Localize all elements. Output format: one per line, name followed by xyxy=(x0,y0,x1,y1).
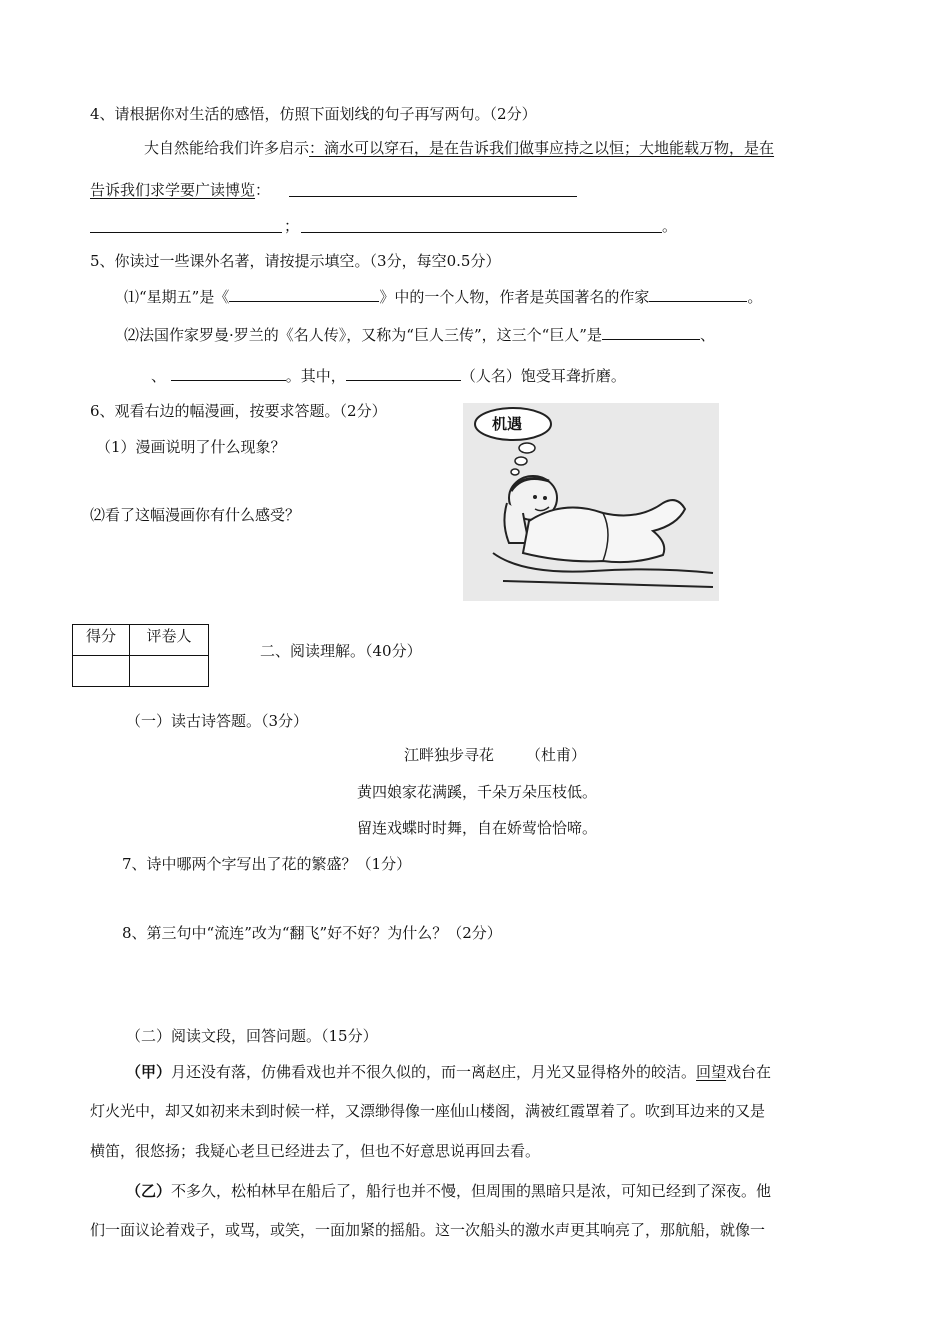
q4-colon: ： xyxy=(309,139,325,157)
q4-underlined-sentence-2: 告诉我们求学要广读博览 xyxy=(90,181,256,199)
q5-item2-text-a: ⑵法国作家罗曼·罗兰的《名人传》，又称为“巨人三传”，这三个“巨人”是 xyxy=(124,326,602,344)
section2-title: 二、阅读理解。（40分） xyxy=(260,642,422,660)
q4-underlined-sentence-1: 滴水可以穿石，是在告诉我们做事应持之以恒；大地能载万物，是在 xyxy=(324,139,775,157)
q4-answer-blank-2[interactable] xyxy=(90,232,282,233)
q6-sub1: （1）漫画说明了什么现象？ xyxy=(96,438,286,456)
poem-line-1: 黄四娘家花满蹊，千朵万朵压枝低。 xyxy=(357,783,598,801)
q5-prompt: 5、你读过一些课外名著，请按提示填空。（3分，每空0.5分） xyxy=(90,252,501,270)
passage-jia-line1 xyxy=(126,1062,771,1082)
q4-period: 。 xyxy=(662,217,678,235)
score-header: 得分 xyxy=(73,625,130,656)
cartoon-image xyxy=(463,403,719,601)
q4-colon2: ： xyxy=(255,181,271,199)
q5-item2-text-d: 。其中， xyxy=(285,367,346,385)
q5-item2-text-e: （人名）饱受耳聋折磨。 xyxy=(460,367,626,385)
passage-jia-line2: 灯火光中，却又如初来未到时候一样，又漂缈得像一座仙山楼阁，满被红霞罩着了。吹到耳边来的又是 xyxy=(90,1102,766,1120)
passage-yi-text: 不多久，松柏林早在船后了，船行也并不慢，但周围的黑暗只是浓，可知已经到了深夜。他 xyxy=(171,1182,772,1200)
q8-prompt: 8、第三句中“流连”改为“翻飞”好不好？为什么？（2分） xyxy=(122,924,502,942)
q4-answer-blank-1[interactable] xyxy=(289,196,577,197)
part1-heading: （一）读古诗答题。（3分） xyxy=(126,712,309,730)
q4-example-line1 xyxy=(144,138,774,158)
q5-giant-blank-2[interactable] xyxy=(171,366,286,381)
poem-author: （杜甫） xyxy=(526,746,587,764)
q5-item2-line1 xyxy=(124,325,715,345)
q5-item1-text-b: 》中的一个人物，作者是英国著名的作家 xyxy=(379,288,650,306)
q4-example-line2 xyxy=(90,180,270,200)
q6-prompt: 6、观看右边的幅漫画，按要求答题。（2分） xyxy=(90,402,387,420)
q5-giant-blank-1[interactable] xyxy=(602,325,700,340)
part2-heading: （二）阅读文段，回答问题。（15分） xyxy=(126,1027,378,1045)
q5-item2-line2 xyxy=(151,366,626,386)
passage-yi-label: （乙） xyxy=(126,1182,172,1200)
poem-line-2: 留连戏蝶时时舞，自在娇莺恰恰啼。 xyxy=(357,819,598,837)
score-cell[interactable] xyxy=(73,656,130,687)
passage-yi-line2: 们一面议论着戏子，或骂，或笑，一面加紧的摇船。这一次船头的激水声更其响亮了，那航船，就像一 xyxy=(90,1221,766,1239)
poem-title: 江畔独步寻花 xyxy=(404,746,495,764)
q5-item1-text-a: ⑴“星期五”是《 xyxy=(124,288,230,306)
q5-item1-text-c: 。 xyxy=(747,288,763,306)
q4-intro: 大自然能给我们许多启示 xyxy=(144,139,310,157)
passage-jia-underlined-word: 回望 xyxy=(696,1063,727,1081)
score-table xyxy=(72,624,209,687)
q4-answer-blank-3[interactable] xyxy=(301,232,662,233)
q5-item2-text-c: 、 xyxy=(151,367,167,385)
passage-yi-line1 xyxy=(126,1181,771,1201)
q5-giant-blank-3[interactable] xyxy=(346,366,461,381)
passage-jia-text-c: 戏台在 xyxy=(726,1063,772,1081)
grader-cell[interactable] xyxy=(130,656,209,687)
q5-item2-text-b: 、 xyxy=(699,326,715,344)
q5-item1 xyxy=(124,287,762,307)
q5-book-blank[interactable] xyxy=(229,287,379,302)
grader-header: 评卷人 xyxy=(130,625,209,656)
passage-jia-label: （甲） xyxy=(126,1063,172,1081)
q6-sub2: ⑵看了这幅漫画你有什么感受？ xyxy=(90,506,301,524)
q4-semicolon: ； xyxy=(284,217,300,235)
passage-jia-text-a: 月还没有落，仿佛看戏也并不很久似的，而一离赵庄，月光又显得格外的皎洁。 xyxy=(171,1063,697,1081)
q4-prompt: 4、请根据你对生活的感悟，仿照下面划线的句子再写两句。（2分） xyxy=(90,105,537,123)
passage-jia-line3: 横笛，很悠扬；我疑心老旦已经进去了，但也不好意思说再回去看。 xyxy=(90,1142,541,1160)
cartoon-caption: 机遇 xyxy=(492,415,523,433)
q5-author-blank[interactable] xyxy=(649,287,747,302)
q7-prompt: 7、诗中哪两个字写出了花的繁盛？（1分） xyxy=(122,855,412,873)
